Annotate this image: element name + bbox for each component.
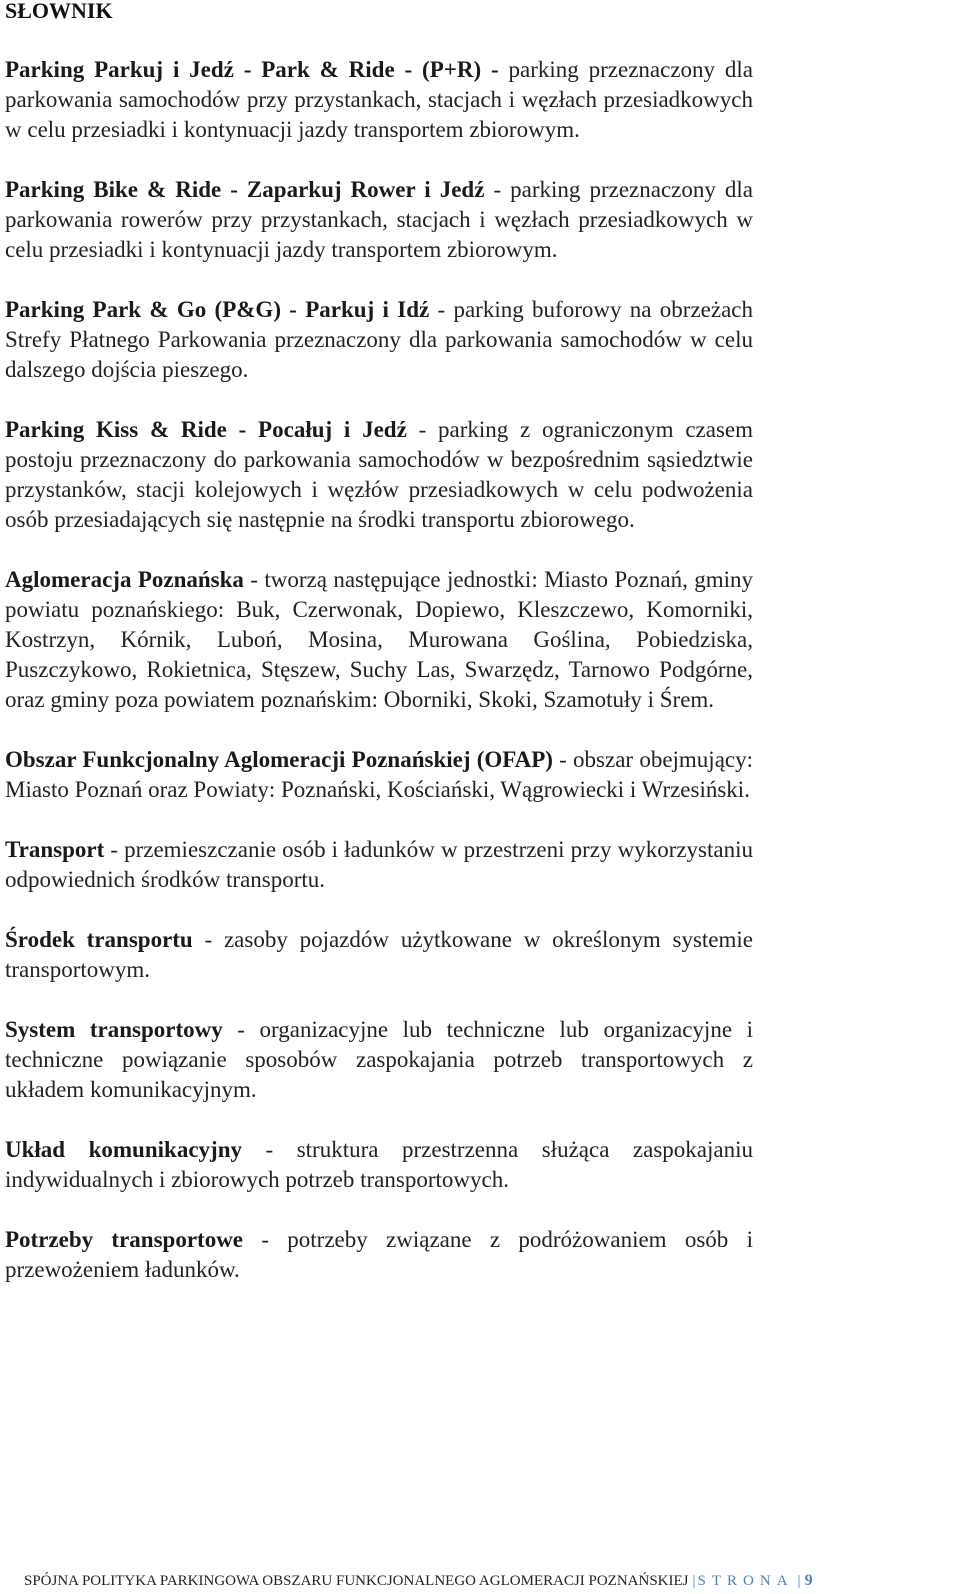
glossary-entry-srodek-transportu	[5, 925, 753, 985]
glossary-entry-system-transportowy	[5, 1015, 753, 1105]
footer-separator: |	[692, 1573, 696, 1589]
glossary-entry-uklad-komunikacyjny	[5, 1135, 753, 1195]
glossary-definition: - parking przeznaczony dla parkowania rowerów przy przystankach, stacjach i węzłach przesiadkowych w celu przesiadki i kontynuacji jazdy transportem zbiorowym.	[5, 177, 753, 262]
glossary-definition: - organizacyjne lub techniczne lub organizacyjne i techniczne powiązanie sposobów zaspokajania potrzeb transportowych z układem komunikacyjnym.	[5, 1017, 753, 1102]
glossary-definition: - zasoby pojazdów użytkowane w określonym systemie transportowym.	[5, 927, 753, 982]
glossary-definition: - przemieszczanie osób i ładunków w przestrzeni przy wykorzystaniu odpowiednich środków transportu.	[5, 837, 753, 892]
glossary-definition: - parking z ograniczonym czasem postoju przeznaczony do parkowania samochodów w bezpośrednim sąsiedztwie przystanków, stacji kolejowych i węzłów przesiadkowych w celu podwożenia osób przesiadających się następnie na środki transportu zbiorowego.	[5, 417, 753, 532]
glossary-entry-ofap	[5, 745, 753, 805]
glossary-definition: parking przeznaczony dla parkowania samochodów przy przystankach, stacjach i węzłach przesiadkowych w celu przesiadki i kontynuacji jazdy transportem zbiorowym.	[5, 57, 753, 142]
page-footer	[24, 1572, 956, 1590]
glossary-entry-potrzeby-transportowe	[5, 1225, 753, 1285]
glossary-entry-park-and-go	[5, 295, 753, 385]
glossary-term: Obszar Funkcjonalny Aglomeracji Poznańskiej (OFAP)	[5, 747, 553, 772]
footer-page-separator: |	[797, 1573, 801, 1589]
glossary-definition: - potrzeby związane z podróżowaniem osób i przewożeniem ładunków.	[5, 1227, 753, 1282]
glossary-definition: - obszar obejmujący: Miasto Poznań oraz Powiaty: Poznański, Kościański, Wągrowiecki i Wrzesiński.	[5, 747, 753, 802]
glossary-term: Parking Bike & Ride - Zaparkuj Rower i Jedź	[5, 177, 485, 202]
glossary-entry-aglomeracja	[5, 565, 753, 715]
glossary-term: Potrzeby transportowe	[5, 1227, 244, 1252]
glossary-term: Parking Kiss & Ride - Pocałuj i Jedź	[5, 417, 407, 442]
glossary-definition: - tworzą następujące jednostki: Miasto Poznań, gminy powiatu poznańskiego: Buk, Czerwonak, Dopiewo, Kleszczewo, Komorniki, Kostrzyn, Kórnik, Luboń, Mosina, Murowana Goślina, Pobiedziska, Puszczykowo, Rokietnica, Stęszew, Suchy Las, Swarzędz, Tarnowo Podgórne, oraz gminy poza powiatem poznańskim: Oborniki, Skoki, Szamotuły i Śrem.	[5, 567, 753, 712]
glossary-term: Aglomeracja Poznańska	[5, 567, 244, 592]
glossary-definition: - struktura przestrzenna służąca zaspokajaniu indywidualnych i zbiorowych potrzeb transportowych.	[5, 1137, 754, 1192]
document-page	[5, 0, 753, 1285]
footer-title: SPÓJNA POLITYKA PARKINGOWA OBSZARU FUNKCJONALNEGO AGLOMERACJI POZNAŃSKIEJ	[24, 1573, 689, 1589]
glossary-term: Parking Park & Go (P&G) - Parkuj i Idź	[5, 297, 430, 322]
footer-page-word: STRONA	[697, 1573, 794, 1589]
page-number: 9	[804, 1572, 813, 1589]
page-title: SŁOWNIK	[5, 0, 113, 23]
glossary-term: Układ komunikacyjny	[5, 1137, 242, 1162]
glossary-definition: - parking buforowy na obrzeżach Strefy Płatnego Parkowania przeznaczony dla parkowania samochodów w celu dalszego dojścia pieszego.	[5, 297, 753, 382]
glossary-list	[5, 55, 753, 1285]
glossary-entry-kiss-and-ride	[5, 415, 753, 535]
glossary-term: Parking Parkuj i Jedź - Park & Ride - (P+R) -	[5, 57, 499, 82]
glossary-term: Środek transportu	[5, 927, 193, 952]
glossary-term: System transportowy	[5, 1017, 223, 1042]
glossary-entry-transport	[5, 835, 753, 895]
glossary-term: Transport	[5, 837, 105, 862]
glossary-entry-park-and-ride	[5, 55, 753, 145]
glossary-entry-bike-and-ride	[5, 175, 753, 265]
